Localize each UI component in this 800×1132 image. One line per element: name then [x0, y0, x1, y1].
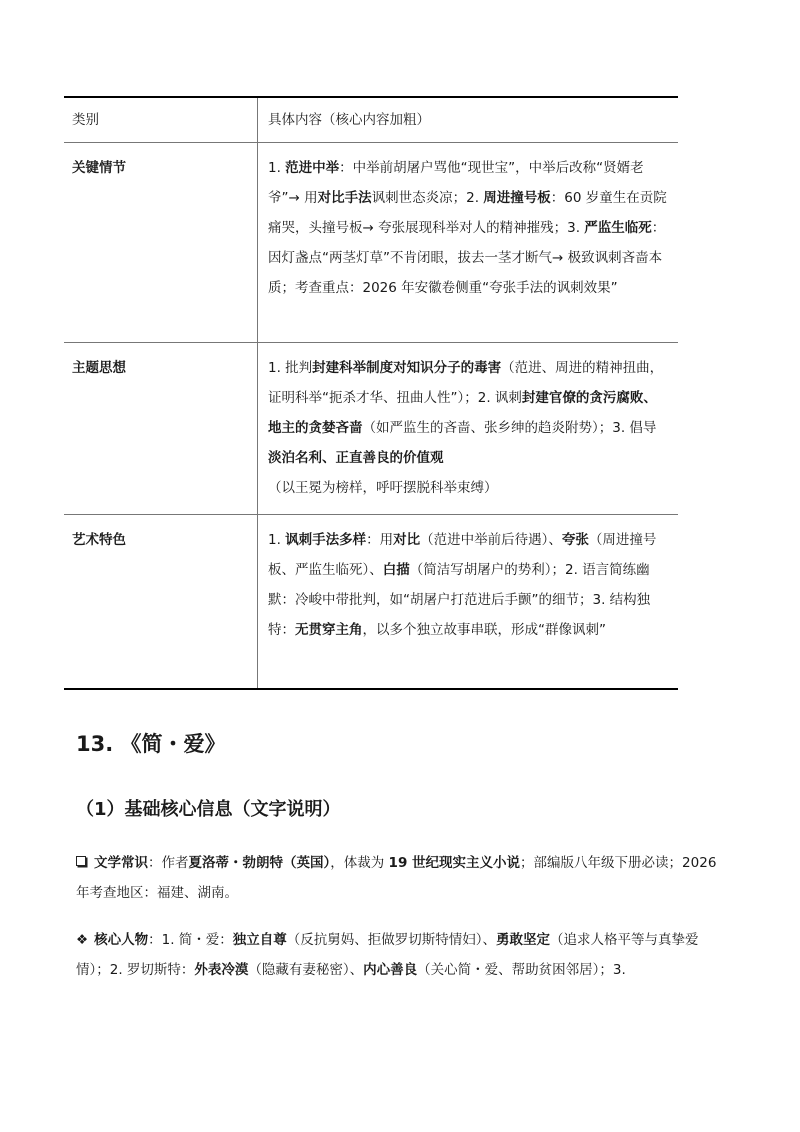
bold-text-segment: 范进中举	[285, 160, 340, 176]
core-characters-paragraph	[76, 925, 726, 985]
text-segment: ：60 岁童生在贡院痛哭，头撞号板→ 夸张展现科举对人的精神摧残；3.	[268, 190, 667, 236]
text-segment: 1.	[268, 532, 286, 548]
text-segment: ，体裁为	[330, 855, 389, 871]
text-segment: 1.	[268, 160, 286, 176]
row-content-plot	[268, 153, 668, 303]
text-segment: （以王冕为榜样，呼吁摆脱科举束缚）	[268, 480, 498, 496]
bold-text-segment: 严监生临死	[584, 220, 652, 236]
bold-text-segment: 对比手法	[317, 190, 372, 206]
bold-text-segment: 文学常识	[94, 855, 148, 871]
text-segment: 1. 批判	[268, 360, 313, 376]
bold-text-segment: 白描	[382, 562, 410, 578]
section-title: 13. 《简・爱》	[76, 732, 226, 756]
header-content: 具体内容（核心内容加粗）	[258, 97, 679, 143]
text-segment: ：用	[366, 532, 394, 548]
row-category-art: 艺术特色	[72, 532, 126, 548]
text-segment: （反抗舅妈、拒做罗切斯特情妇）、	[286, 932, 497, 948]
text-segment: （隐藏有妻秘密）、	[248, 962, 364, 978]
row-category-theme: 主题思想	[72, 360, 126, 376]
row-category-plot: 关键情节	[72, 160, 126, 176]
bold-text-segment: 外表冷漠	[194, 962, 249, 978]
text-segment: ：中举前胡屠户骂他“现世宝”，中举后改称“贤婿老爷”→ 用	[268, 160, 644, 206]
bold-text-segment: 勇敢坚定	[496, 932, 551, 948]
table-header-row	[64, 97, 678, 143]
text-segment: （周进撞号板、严监生临死）、	[268, 532, 657, 578]
text-segment: （关心简・爱、帮助贫困邻居）；3.	[417, 962, 626, 978]
bold-text-segment: 无贯穿主角	[295, 622, 363, 638]
table-row	[64, 515, 678, 689]
table-row	[64, 343, 678, 515]
table-row	[64, 143, 678, 343]
text-segment: （范进、周进的精神扭曲，证明科举“扼杀才华、扭曲人性”）；2. 讽刺	[268, 360, 664, 406]
bold-text-segment: 周进撞号板	[483, 190, 551, 206]
summary-table	[64, 96, 678, 690]
header-category: 类别	[64, 97, 258, 143]
text-segment: （如严监生的吝啬、张乡绅的趋炎附势）；3. 倡导	[362, 420, 657, 436]
text-segment: （简洁写胡屠户的势利）；2. 语言简练幽默：冷峻中带批判，如“胡屠户打范进后手颤”的细节；3. 结构独特：	[268, 562, 651, 638]
bold-text-segment: 讽刺手法多样	[285, 532, 367, 548]
literary-knowledge-text	[76, 855, 716, 901]
literary-knowledge-paragraph	[76, 848, 726, 908]
bold-text-segment: 独立自尊	[232, 932, 287, 948]
bold-text-segment: 核心人物	[94, 932, 149, 948]
bold-text-segment: 对比	[393, 532, 421, 548]
checkbox-square-icon	[76, 856, 86, 866]
text-segment: ：作者	[148, 855, 189, 871]
text-segment: （追求人格平等与真挚爱情）；2. 罗切斯特：	[76, 932, 699, 978]
text-segment: ：1. 简・爱：	[148, 932, 233, 948]
text-segment: ：因灯盏点“两茎灯草”不肯闭眼，拔去一茎才断气→ 极致讽刺吝啬本质；考查重点：2026 年安徽卷侧重“夸张手法的讽刺效果”	[268, 220, 666, 296]
text-segment: （范进中举前后待遇）、	[420, 532, 562, 548]
text-segment: ，以多个独立故事串联，形成“群像讽刺”	[362, 622, 606, 638]
bold-text-segment: 淡泊名利、正直善良的价值观	[268, 450, 444, 466]
row-content-art	[268, 525, 668, 645]
bold-text-segment: 19 世纪现实主义小说	[388, 855, 521, 871]
diamond-bullet-icon: ❖	[76, 932, 89, 948]
bold-text-segment: 内心善良	[363, 962, 418, 978]
text-segment: 讽刺世态炎凉；2.	[371, 190, 484, 206]
bold-text-segment: 封建官僚的贪污腐败、地主的贪婪吝啬	[268, 390, 657, 436]
bold-text-segment: 封建科举制度对知识分子的毒害	[312, 360, 502, 376]
row-content-theme	[268, 353, 668, 503]
bold-text-segment: 夏洛蒂・勃朗特（英国）	[188, 855, 331, 871]
subsection-title: （1）基础核心信息（文字说明）	[76, 799, 341, 820]
core-characters-text	[76, 932, 699, 978]
text-segment: ；部编版八年级下册必读；2026 年考查地区：福建、湖南。	[76, 855, 717, 901]
bold-text-segment: 夸张	[561, 532, 589, 548]
